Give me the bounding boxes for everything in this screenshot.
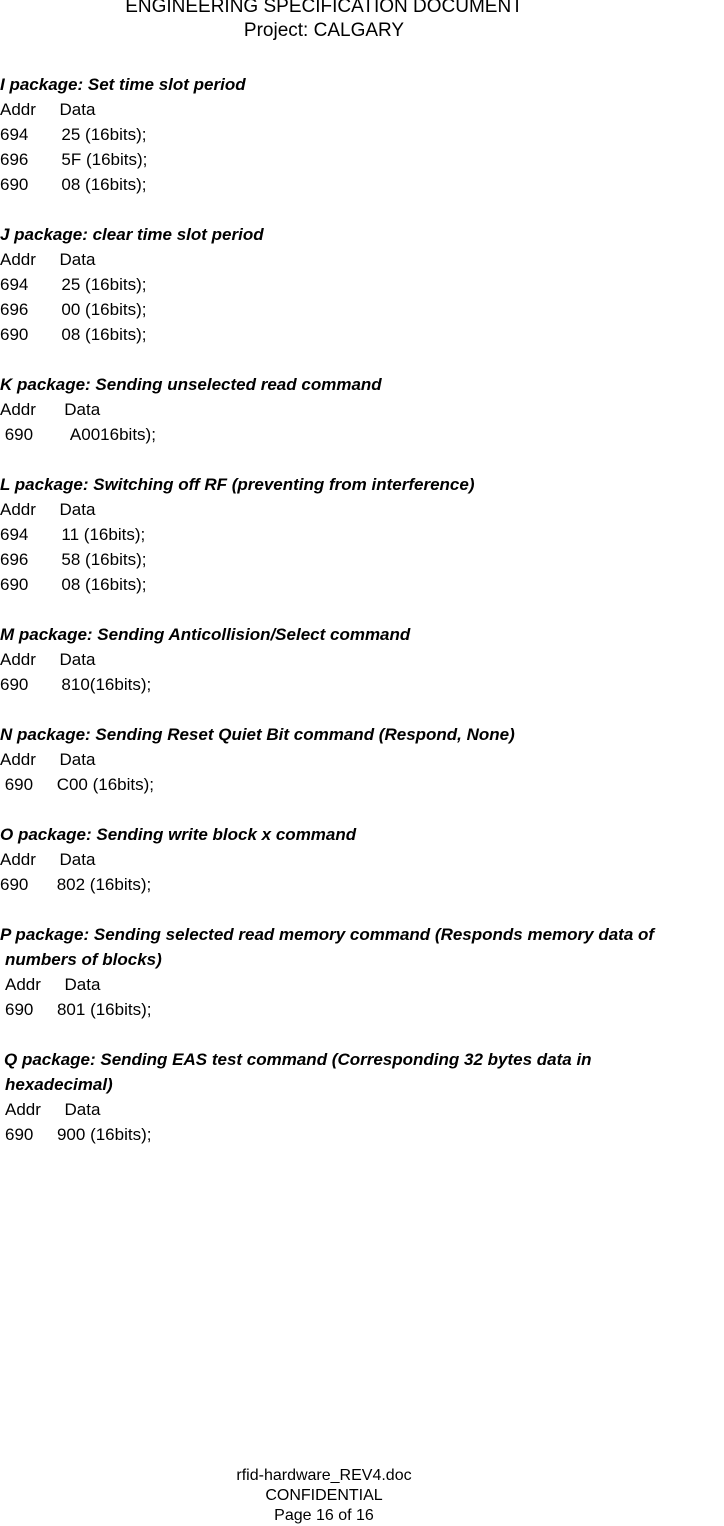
- package-q-section: [0, 1047, 724, 1147]
- package-title: I package: Set time slot period: [0, 75, 246, 94]
- package-j-section: [0, 222, 724, 347]
- table-row: 696 58 (16bits);: [0, 550, 147, 569]
- table-header: Addr Data: [0, 100, 96, 119]
- table-header: Addr Data: [0, 400, 101, 419]
- table-row: 690 810(16bits);: [0, 675, 152, 694]
- document-header: [0, 0, 648, 43]
- footer-page-number: Page 16 of 16: [274, 1507, 374, 1524]
- package-title: O package: Sending write block x command: [0, 825, 357, 844]
- footer-filename: rfid-hardware_REV4.doc: [236, 1467, 412, 1484]
- table-row: 696 5F (16bits);: [0, 150, 148, 169]
- table-row: 696 00 (16bits);: [0, 300, 147, 319]
- table-header: Addr Data: [0, 850, 96, 869]
- table-row: 690 08 (16bits);: [0, 575, 147, 594]
- table-row: 694 11 (16bits);: [0, 525, 146, 544]
- table-row: 690 801 (16bits);: [5, 1000, 152, 1019]
- table-header: Addr Data: [0, 750, 96, 769]
- document-body: [0, 72, 724, 1172]
- document-title: ENGINEERING SPECIFICATION DOCUMENT: [125, 0, 523, 17]
- table-row: 690 C00 (16bits);: [0, 775, 155, 794]
- project-name: Project: CALGARY: [243, 20, 405, 41]
- package-title: L package: Switching off RF (preventing from interference): [0, 475, 475, 494]
- table-header: Addr Data: [5, 1100, 101, 1119]
- package-n-section: [0, 722, 724, 797]
- package-o-section: [0, 822, 724, 897]
- package-title-line2: hexadecimal): [5, 1075, 113, 1094]
- table-header: Addr Data: [0, 250, 96, 269]
- package-l-section: [0, 472, 724, 597]
- package-title: J package: clear time slot period: [0, 225, 264, 244]
- package-title: [0, 922, 724, 972]
- package-title-line1: Q package: Sending EAS test command (Corresponding 32 bytes data in: [4, 1050, 592, 1069]
- table-header: Addr Data: [0, 500, 96, 519]
- package-title: [0, 1047, 724, 1097]
- footer-classification: CONFIDENTIAL: [265, 1487, 383, 1504]
- package-i-section: [0, 72, 724, 197]
- package-title: M package: Sending Anticollision/Select command: [0, 625, 411, 644]
- table-row: 694 25 (16bits);: [0, 125, 147, 144]
- package-m-section: [0, 622, 724, 697]
- package-title-line1: P package: Sending selected read memory command (Responds memory data of: [0, 925, 655, 944]
- package-title: N package: Sending Reset Quiet Bit command (Respond, None): [0, 725, 515, 744]
- package-title-line2: numbers of blocks): [5, 950, 162, 969]
- package-k-section: [0, 372, 724, 447]
- package-p-section: [0, 922, 724, 1022]
- table-row: 690 08 (16bits);: [0, 325, 147, 344]
- package-title: K package: Sending unselected read command: [0, 375, 382, 394]
- table-row: 694 25 (16bits);: [0, 275, 147, 294]
- table-row: 690 900 (16bits);: [5, 1125, 152, 1144]
- table-header: Addr Data: [0, 650, 96, 669]
- document-footer: [0, 1466, 648, 1526]
- table-row: 690 802 (16bits);: [0, 875, 152, 894]
- table-row: 690 08 (16bits);: [0, 175, 147, 194]
- table-row: 690 A0016bits);: [0, 425, 156, 444]
- table-header: Addr Data: [5, 975, 101, 994]
